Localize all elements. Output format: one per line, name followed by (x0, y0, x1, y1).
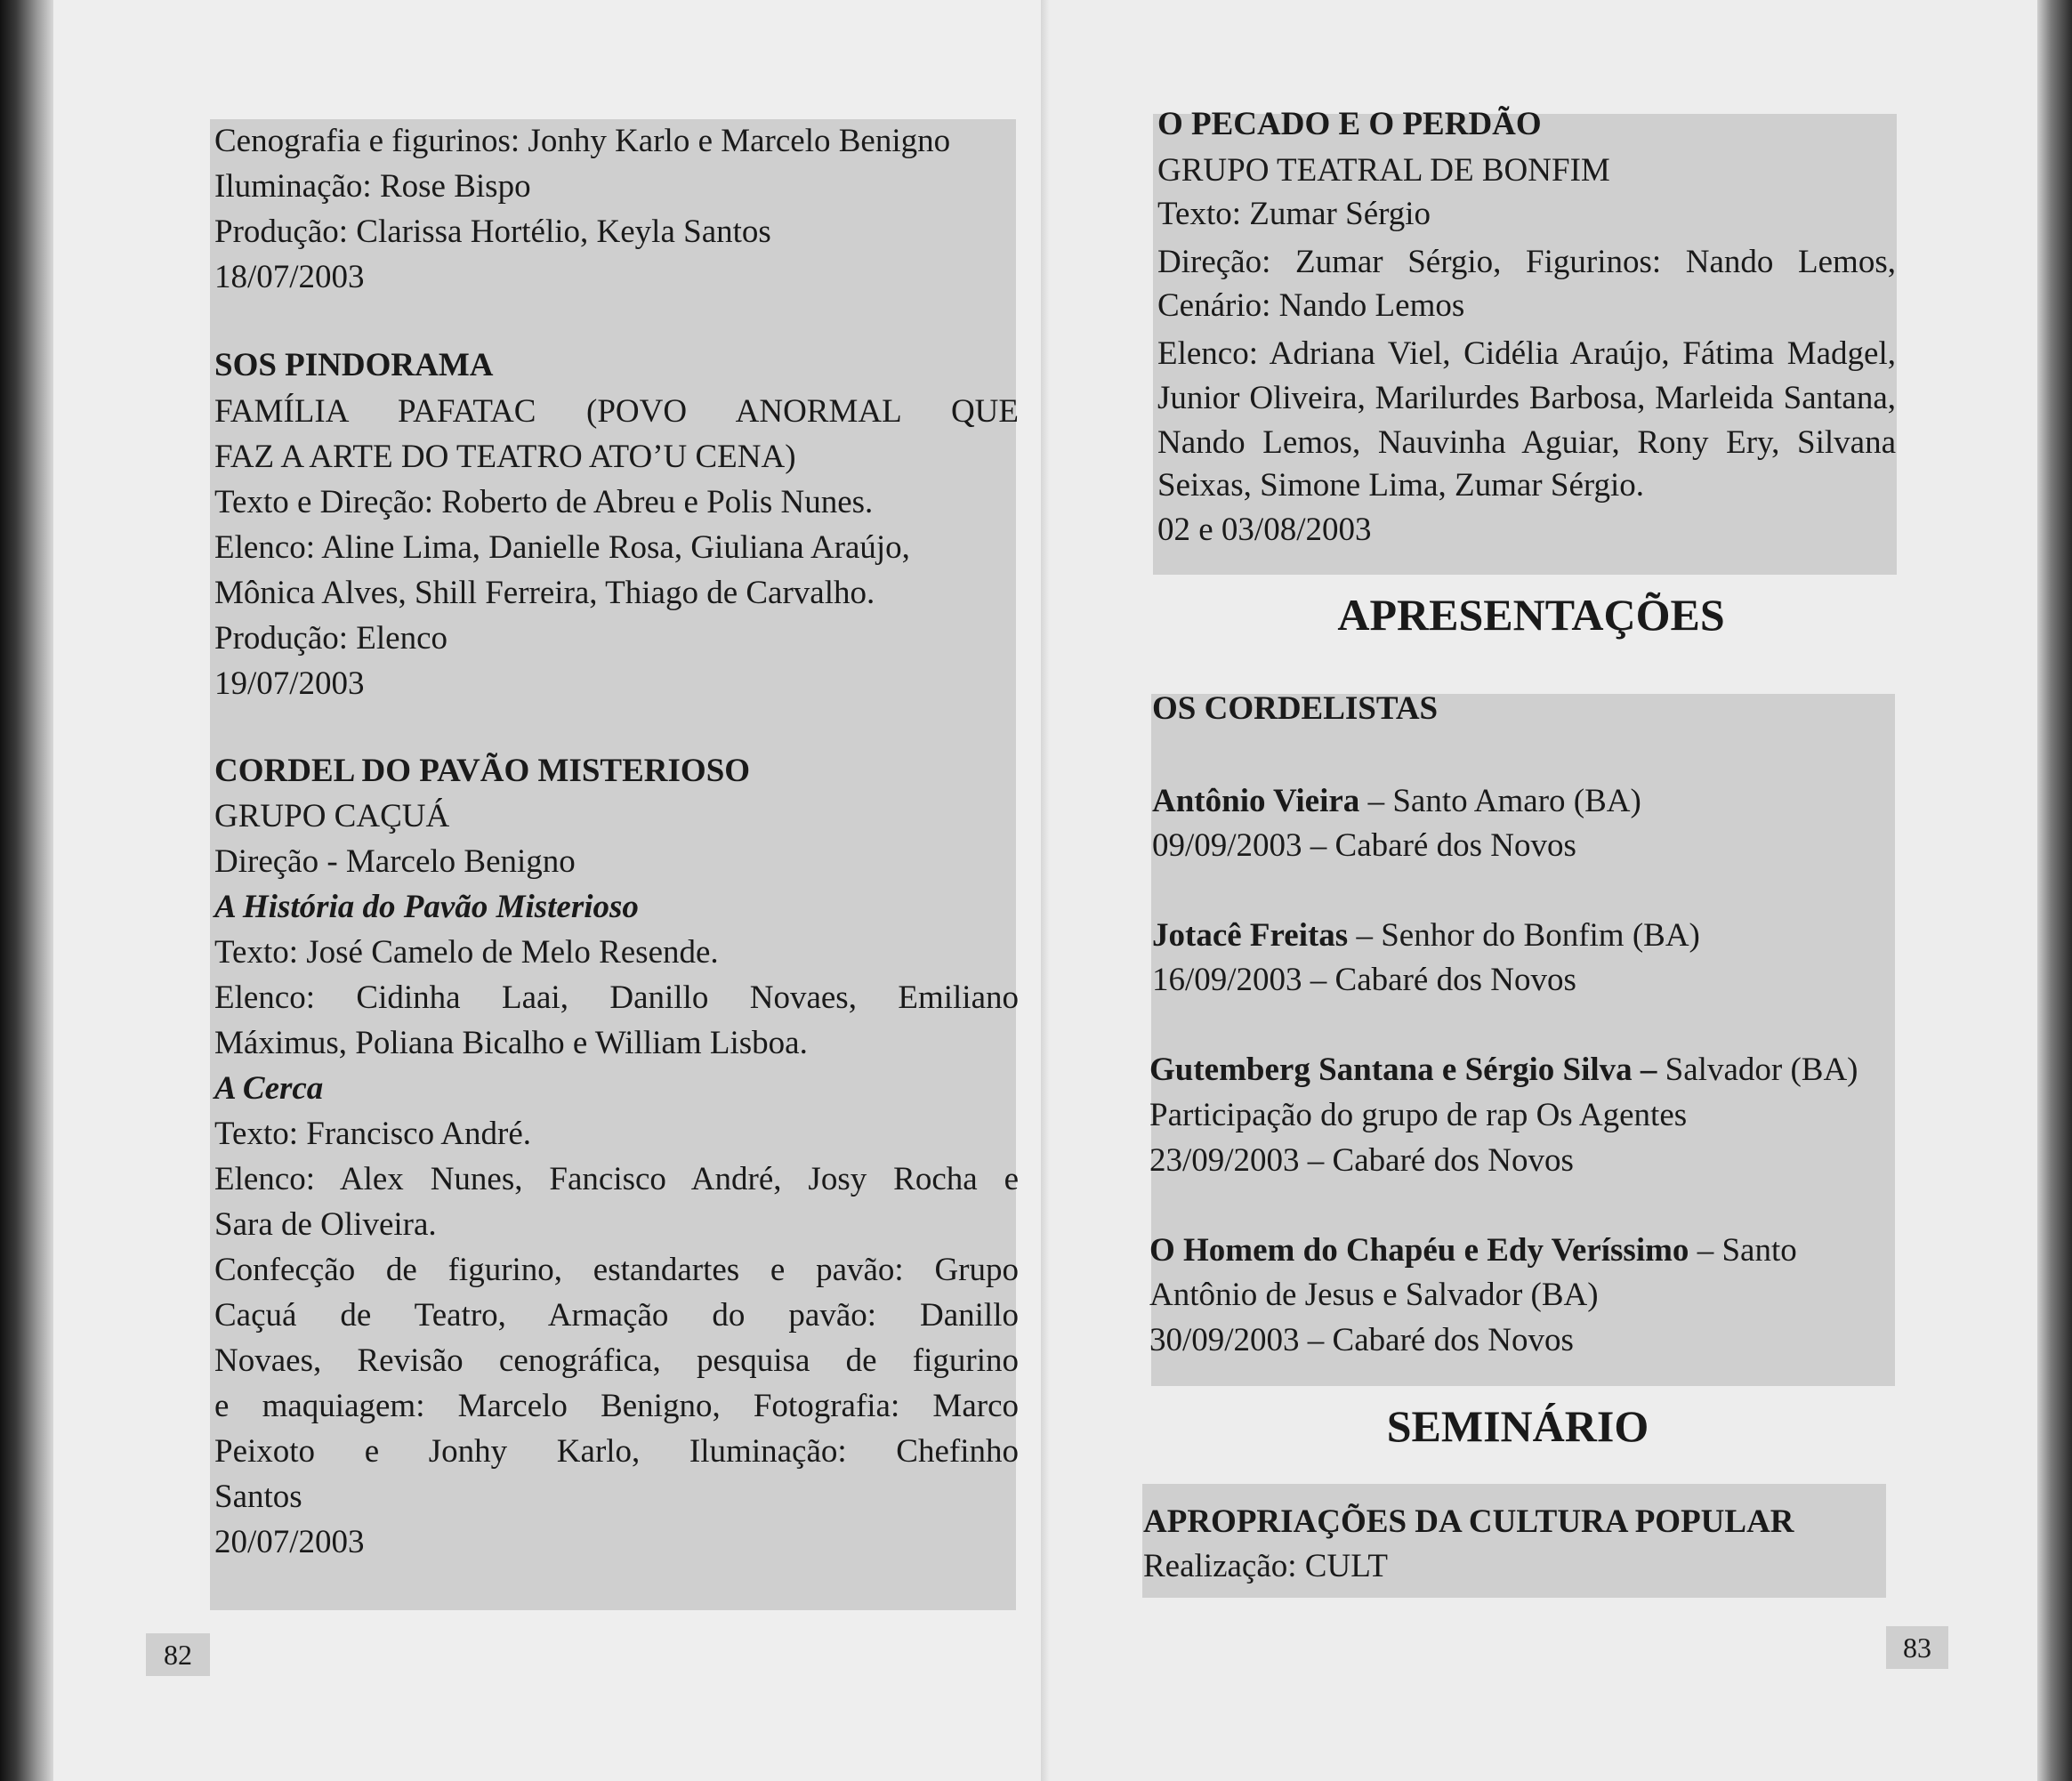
cordelista-extra: Antônio de Jesus e Salvador (BA) (1149, 1277, 1599, 1313)
page-number: 83 (1886, 1626, 1948, 1669)
group-name-cont: FAZ A ARTE DO TEATRO ATO’U CENA) (214, 439, 796, 475)
texto-direcao: Texto e Direção: Roberto de Abreu e Polis Nunes. (214, 484, 874, 520)
cordelista-entry-3: Gutemberg Santana e Sérgio Silva – Salvador (BA) (1149, 1052, 1858, 1088)
book-right-edge (2037, 0, 2072, 1781)
group-name: FAMÍLIA PAFATAC (POVO ANORMAL QUE (214, 393, 1019, 430)
cenografia-credit: Cenografia e figurinos: Jonhy Karlo e Marcelo Benigno (214, 123, 951, 159)
direcao-line: Direção - Marcelo Benigno (214, 843, 576, 880)
play-title-sos-pindorama: SOS PINDORAMA (214, 347, 494, 383)
subtitle-historia: A História do Pavão Misterioso (214, 889, 639, 925)
credits-paragraph-line: Santos (214, 1479, 302, 1515)
date-line: 18/07/2003 (214, 259, 365, 295)
cordelista-date: 09/09/2003 – Cabaré dos Novos (1152, 827, 1576, 864)
cordelista-extra: Participação do grupo de rap Os Agentes (1149, 1097, 1688, 1133)
book-left-edge (0, 0, 53, 1781)
texto-line: Texto: José Camelo de Melo Resende. (214, 934, 719, 971)
direcao-line: Direção: Zumar Sérgio, Figurinos: Nando Lemos, (1157, 244, 1896, 280)
credits-paragraph-line: Peixoto e Jonhy Karlo, Iluminação: Chefinho (214, 1433, 1019, 1470)
cordelista-entry-1: Antônio Vieira – Santo Amaro (BA) (1152, 783, 1641, 819)
cordelista-entry-2: Jotacê Freitas – Senhor do Bonfim (BA) (1152, 917, 1700, 954)
date-line: 19/07/2003 (214, 665, 365, 702)
section-heading-seminario: SEMINÁRIO (1386, 1401, 1649, 1451)
section-heading-apresentacoes: APRESENTAÇÕES (1337, 590, 1725, 640)
elenco-line-cont: Nando Lemos, Nauvinha Aguiar, Rony Ery, Silvana (1157, 424, 1896, 461)
seminario-realizacao: Realização: CULT (1143, 1548, 1389, 1584)
elenco-line-cont: Máximus, Poliana Bicalho e William Lisboa. (214, 1025, 808, 1061)
play-title-cordel: CORDEL DO PAVÃO MISTERIOSO (214, 753, 751, 789)
elenco-line: Elenco: Adriana Viel, Cidélia Araújo, Fátima Madgel, (1157, 335, 1896, 372)
elenco-line: Elenco: Alex Nunes, Fancisco André, Josy Rocha e (214, 1161, 1019, 1197)
date-line: 02 e 03/08/2003 (1157, 512, 1372, 548)
cenario-line: Cenário: Nando Lemos (1157, 287, 1465, 324)
group-name: GRUPO CAÇUÁ (214, 798, 450, 834)
date-line: 20/07/2003 (214, 1524, 365, 1560)
play-title-pecado: O PECADO E O PERDÃO (1157, 106, 1542, 142)
credits-paragraph-line: Confecção de figurino, estandartes e pavão: Grupo (214, 1252, 1019, 1288)
cordelistas-title: OS CORDELISTAS (1152, 690, 1439, 727)
iluminacao-credit: Iluminação: Rose Bispo (214, 168, 531, 205)
elenco-line-cont: Seixas, Simone Lima, Zumar Sérgio. (1157, 467, 1645, 504)
texto-line: Texto: Francisco André. (214, 1116, 532, 1152)
right-page (1050, 0, 2037, 1781)
elenco-line: Elenco: Aline Lima, Danielle Rosa, Giuliana Araújo, (214, 529, 910, 566)
subtitle-a-cerca: A Cerca (214, 1070, 324, 1107)
elenco-line: Elenco: Cidinha Laai, Danillo Novaes, Emiliano (214, 979, 1019, 1016)
credits-paragraph-line: e maquiagem: Marcelo Benigno, Fotografia: Marco (214, 1388, 1019, 1424)
page-number: 82 (146, 1633, 210, 1676)
credits-paragraph-line: Caçuá de Teatro, Armação do pavão: Danillo (214, 1297, 1019, 1334)
elenco-line-cont: Junior Oliveira, Marilurdes Barbosa, Marleida Santana, (1157, 380, 1896, 416)
left-page (53, 0, 1050, 1781)
cordelista-date: 23/09/2003 – Cabaré dos Novos (1149, 1142, 1574, 1179)
cordelista-date: 30/09/2003 – Cabaré dos Novos (1149, 1322, 1574, 1358)
producao-line: Produção: Elenco (214, 620, 447, 657)
texto-line: Texto: Zumar Sérgio (1157, 196, 1431, 232)
group-name: GRUPO TEATRAL DE BONFIM (1157, 152, 1610, 189)
elenco-line-cont: Mônica Alves, Shill Ferreira, Thiago de Carvalho. (214, 575, 875, 611)
seminario-title: APROPRIAÇÕES DA CULTURA POPULAR (1143, 1503, 1794, 1540)
credits-paragraph-line: Novaes, Revisão cenográfica, pesquisa de figurino (214, 1342, 1019, 1379)
cordelista-date: 16/09/2003 – Cabaré dos Novos (1152, 962, 1576, 998)
cordelista-entry-4: O Homem do Chapéu e Edy Veríssimo – Santo (1149, 1232, 1797, 1269)
producao-credit: Produção: Clarissa Hortélio, Keyla Santos (214, 214, 771, 250)
elenco-line-cont: Sara de Oliveira. (214, 1206, 437, 1243)
